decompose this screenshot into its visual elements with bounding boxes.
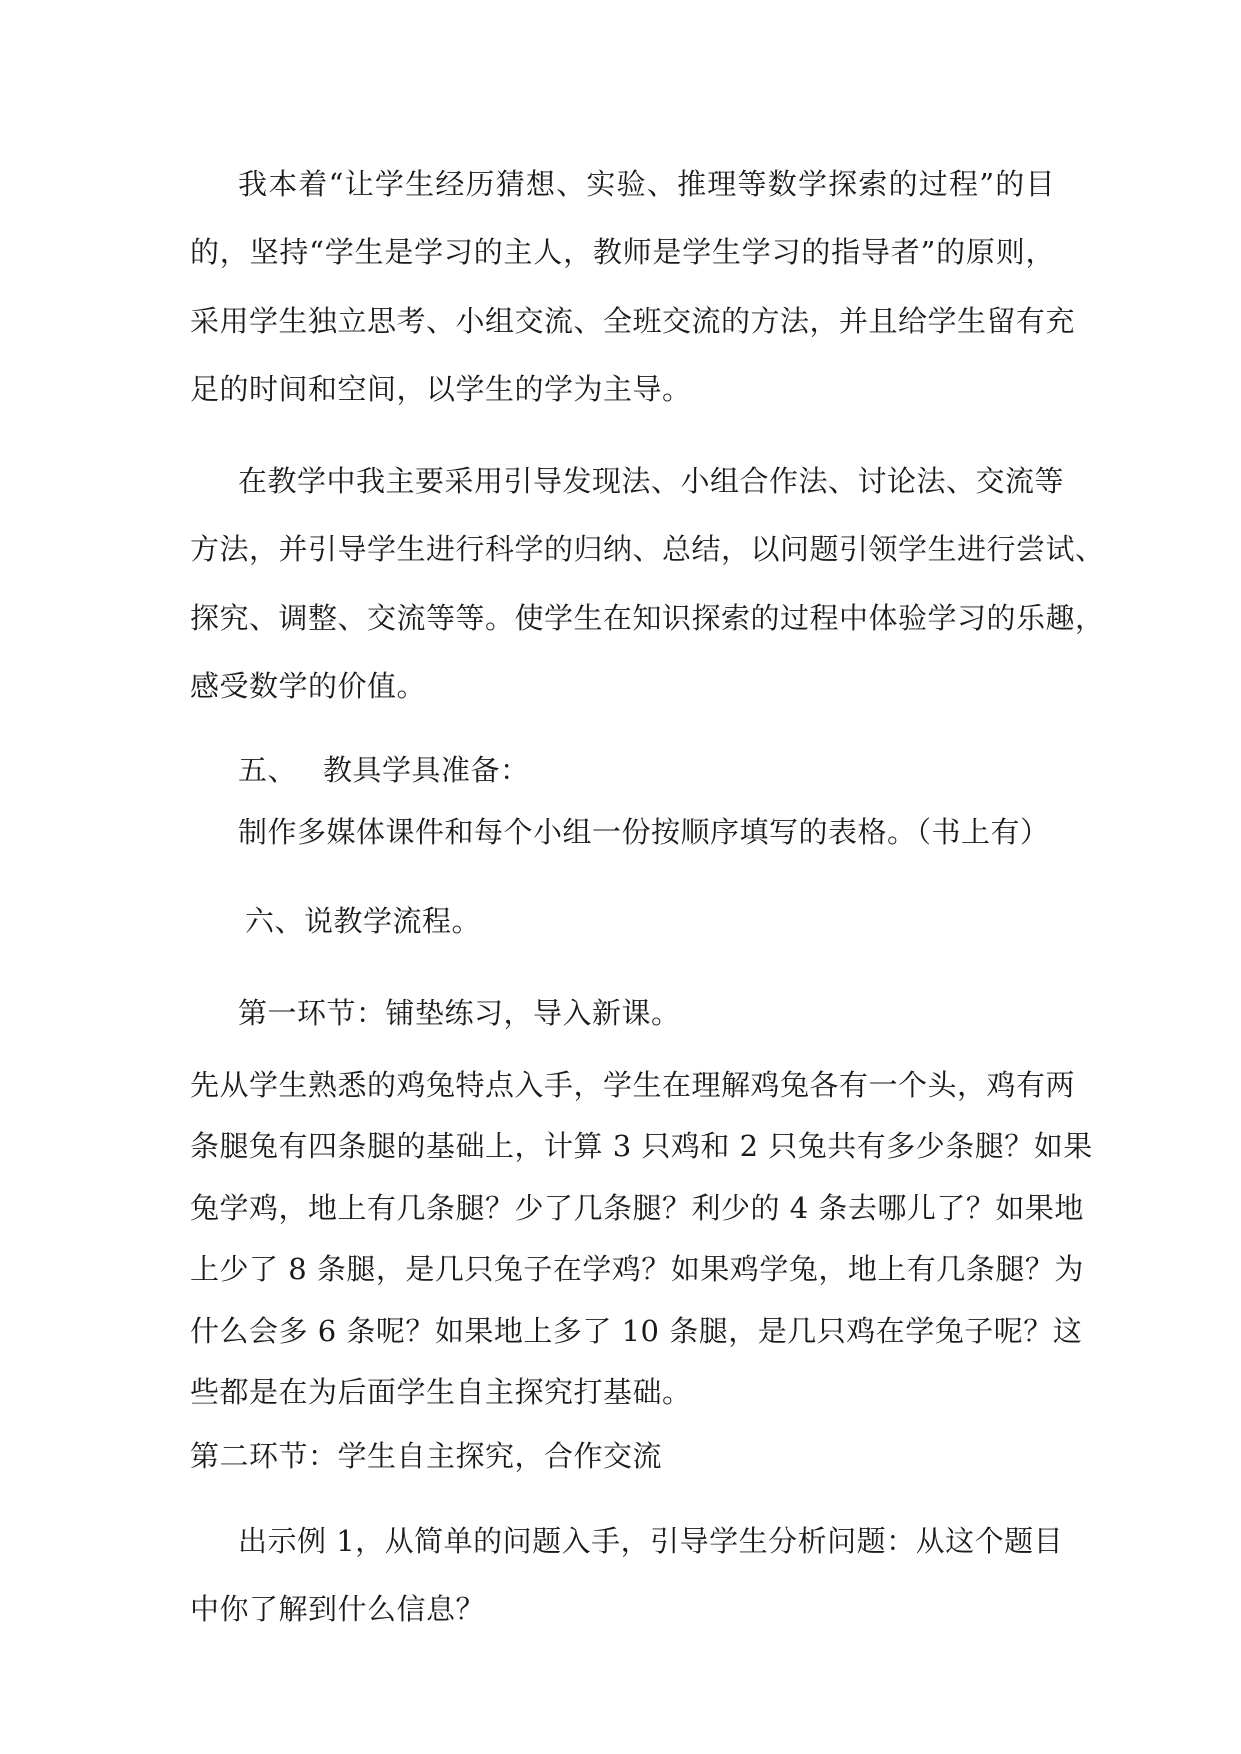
- step-1-line-6: 些都是在为后面学生自主探究打基础。: [190, 1375, 692, 1409]
- step-1-line-5: 什么会多 6 条呢？如果地上多了 10 条腿，是几只鸡在学兔子呢？这: [190, 1314, 1083, 1348]
- step-2-line-1: 出示例 1，从简单的问题入手，引导学生分析问题：从这个题目: [238, 1524, 1064, 1558]
- step-1-line-1: 先从学生熟悉的鸡兔特点入手，学生在理解鸡兔各有一个头，鸡有两: [190, 1068, 1076, 1102]
- para1-line-4: 足的时间和空间，以学生的学为主导。: [190, 372, 692, 406]
- step-1-line-4: 上少了 8 条腿，是几只兔子在学鸡？如果鸡学兔，地上有几条腿？为: [190, 1252, 1084, 1286]
- para2-line-4: 感受数学的价值。: [190, 669, 427, 703]
- para1-line-3: 采用学生独立思考、小组交流、全班交流的方法，并且给学生留有充: [190, 304, 1076, 338]
- step-1-line-2: 条腿兔有四条腿的基础上，计算 3 只鸡和 2 只兔共有多少条腿？如果: [190, 1129, 1093, 1163]
- para2-line-1: 在教学中我主要采用引导发现法、小组合作法、讨论法、交流等: [238, 464, 1065, 498]
- para1-line-1: 我本着“让学生经历猜想、实验、推理等数学探索的过程”的目: [238, 167, 1055, 201]
- section-5-number: 五、: [238, 753, 298, 787]
- section-5-body: 制作多媒体课件和每个小组一份按顺序填写的表格。（书上有）: [238, 815, 1050, 849]
- para2-line-3: 探究、调整、交流等等。使学生在知识探索的过程中体验学习的乐趣，: [190, 601, 1105, 635]
- step-1-line-3: 兔学鸡，地上有几条腿？少了几条腿？利少的 4 条去哪儿了？如果地: [190, 1191, 1084, 1225]
- para2-line-2: 方法，并引导学生进行科学的归纳、总结，以问题引领学生进行尝试、: [190, 532, 1105, 566]
- para1-line-2: 的，坚持“学生是学习的主人，教师是学生学习的指导者”的原则，: [190, 235, 1055, 269]
- section-5-title: 教具学具准备：: [323, 753, 530, 787]
- step-2-title: 第二环节：学生自主探究，合作交流: [190, 1439, 663, 1473]
- step-1-title: 第一环节：铺垫练习，导入新课。: [238, 996, 681, 1030]
- section-6-title: 六、说教学流程。: [245, 904, 482, 938]
- step-2-line-2: 中你了解到什么信息？: [190, 1592, 486, 1626]
